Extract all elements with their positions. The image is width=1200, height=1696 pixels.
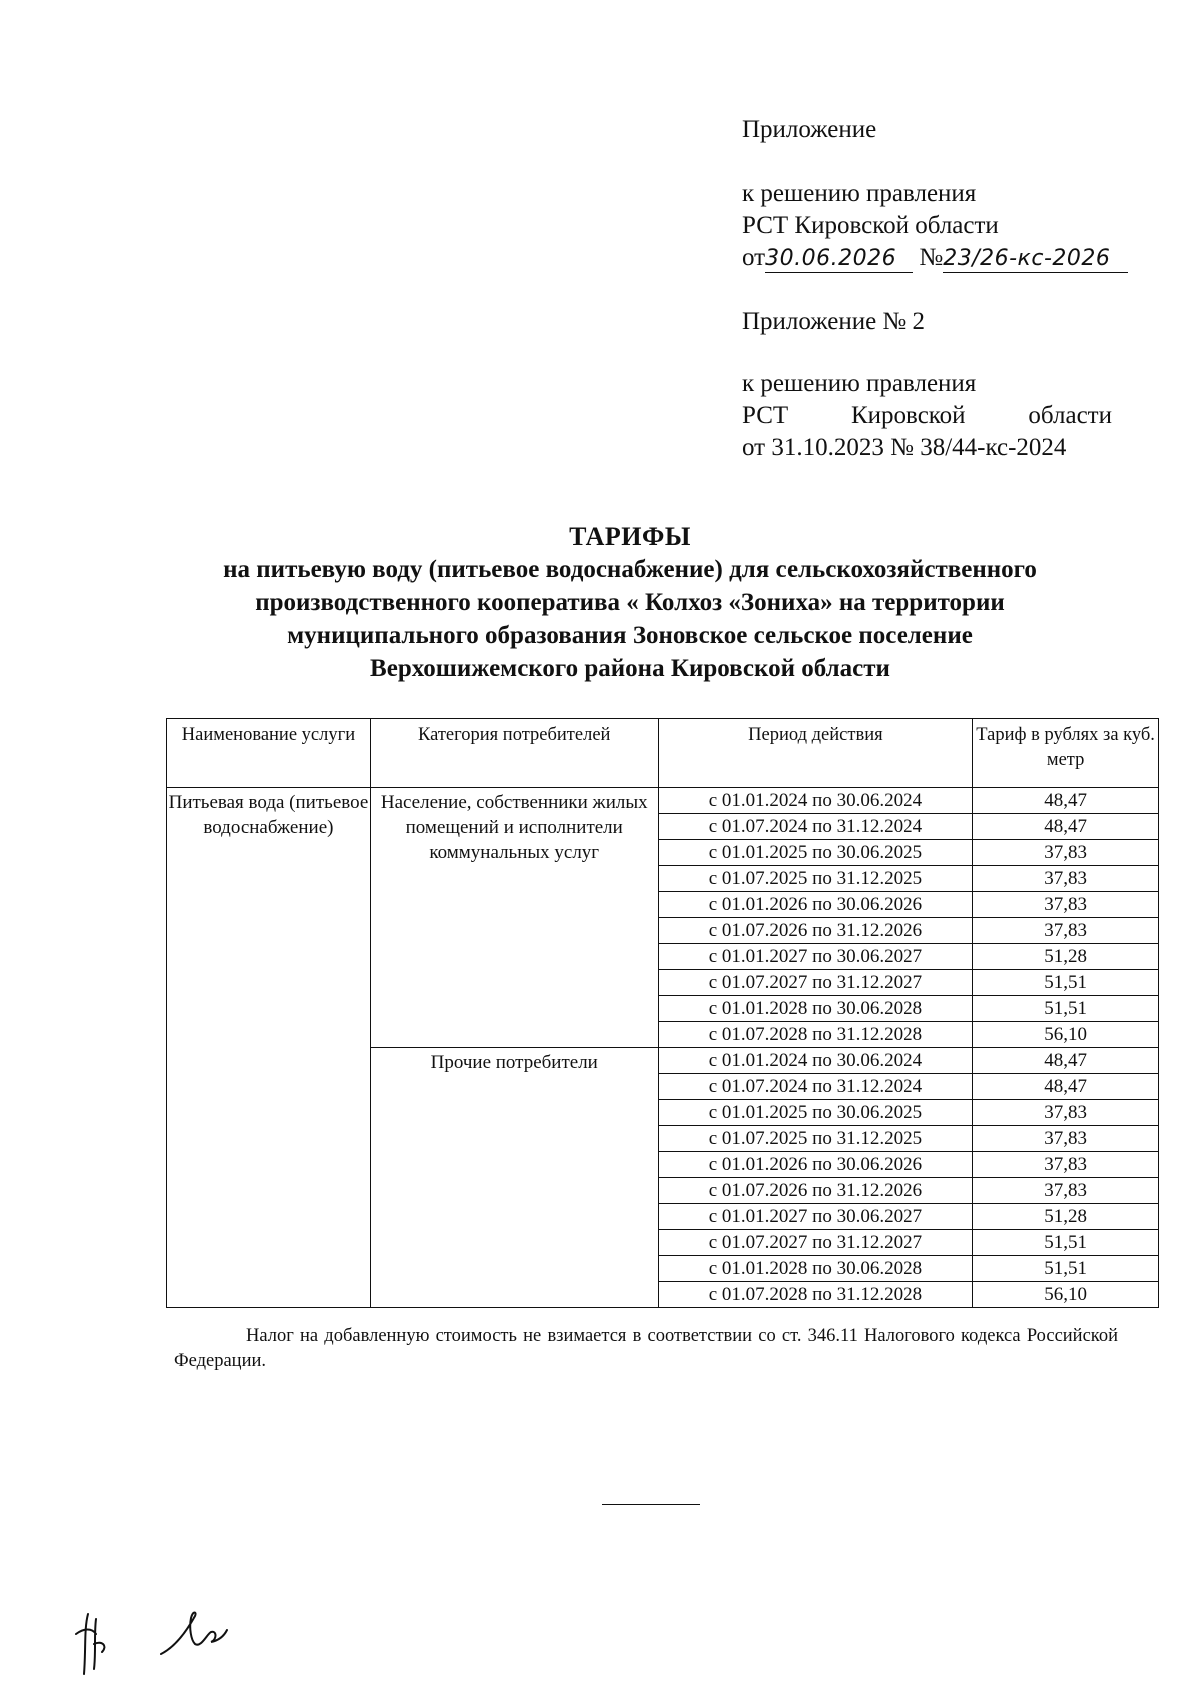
period-cell: с 01.01.2025 по 30.06.2025 xyxy=(658,1100,973,1126)
tariff-table xyxy=(166,718,1159,1308)
handwritten-number: 23/26-кс-2026 xyxy=(943,246,1128,273)
authority-word: Кировской xyxy=(851,402,966,429)
period-cell: с 01.07.2027 по 31.12.2027 xyxy=(658,1230,973,1256)
period-cell: с 01.07.2026 по 31.12.2026 xyxy=(658,1178,973,1204)
tariff-cell: 37,83 xyxy=(973,1126,1159,1152)
period-cell: с 01.07.2026 по 31.12.2026 xyxy=(658,918,973,944)
header-category: Категория потребителей xyxy=(370,719,658,788)
tariff-cell: 51,28 xyxy=(973,1204,1159,1230)
appendix2-reference xyxy=(742,368,1112,464)
tariff-cell: 37,83 xyxy=(973,892,1159,918)
appendix2-title xyxy=(742,306,925,338)
tariff-cell: 51,51 xyxy=(973,1256,1159,1282)
handwritten-signature xyxy=(155,1604,235,1664)
tariff-cell: 51,51 xyxy=(973,970,1159,996)
header-period: Период действия xyxy=(658,719,973,788)
tariff-cell: 37,83 xyxy=(973,1152,1159,1178)
header-tariff: Тариф в рублях за куб. метр xyxy=(973,719,1159,788)
tariff-cell: 37,83 xyxy=(973,840,1159,866)
tariff-cell: 48,47 xyxy=(973,1048,1159,1074)
heading-line: на питьевую воду (питьевое водоснабжение) для сельскохозяйственного xyxy=(223,556,1037,583)
tariff-cell: 37,83 xyxy=(973,918,1159,944)
handwritten-date: 30.06.2026 xyxy=(765,246,913,273)
tariff-cell: 51,51 xyxy=(973,1230,1159,1256)
vat-note xyxy=(174,1324,1118,1374)
period-cell: с 01.01.2028 по 30.06.2028 xyxy=(658,996,973,1022)
period-cell: с 01.07.2025 по 31.12.2025 xyxy=(658,866,973,892)
period-cell: с 01.01.2027 по 30.06.2027 xyxy=(658,1204,973,1230)
authority-line-2 xyxy=(742,400,1112,432)
period-cell: с 01.07.2024 по 31.12.2024 xyxy=(658,814,973,840)
appendix-reference xyxy=(742,178,1128,274)
tariff-cell: 48,47 xyxy=(973,814,1159,840)
vat-note-text: Налог на добавленную стоимость не взимается в соответствии со ст. 346.11 Налогового кодекса Российской Федерации. xyxy=(174,1326,1118,1371)
period-cell: с 01.07.2028 по 31.12.2028 xyxy=(658,1022,973,1048)
tariff-cell: 56,10 xyxy=(973,1282,1159,1308)
tariff-cell: 37,83 xyxy=(973,1100,1159,1126)
table-row xyxy=(167,788,1159,814)
document-heading xyxy=(130,520,1130,685)
appendix2-title-text: Приложение № 2 xyxy=(742,308,926,335)
heading-line: производственного кооператива « Колхоз «Зониха» на территории xyxy=(255,589,1005,616)
header-service: Наименование услуги xyxy=(167,719,371,788)
tariff-cell: 56,10 xyxy=(973,1022,1159,1048)
tariff-cell: 48,47 xyxy=(973,788,1159,814)
tariff-cell: 51,51 xyxy=(973,996,1159,1022)
authority-word: области xyxy=(1028,402,1112,429)
tariff-cell: 37,83 xyxy=(973,866,1159,892)
category-cell: Население, собственники жилых помещений и исполнители коммунальных услуг xyxy=(370,788,658,1048)
appendix-title-text: Приложение xyxy=(742,116,877,143)
number-prefix: № xyxy=(919,244,944,271)
decision-line: к решению правления xyxy=(742,180,977,207)
appendix-title xyxy=(742,114,876,146)
period-cell: с 01.07.2027 по 31.12.2027 xyxy=(658,970,973,996)
decision-line-2: к решению правления xyxy=(742,370,977,397)
authority-line: РСТ Кировской области xyxy=(742,212,999,239)
period-cell: с 01.07.2028 по 31.12.2028 xyxy=(658,1282,973,1308)
category-cell: Прочие потребители xyxy=(370,1048,658,1308)
initials-signature xyxy=(66,1604,126,1684)
decision-date-number xyxy=(742,242,1128,274)
heading-line: Верхошижемского района Кировской области xyxy=(370,655,890,682)
period-cell: с 01.01.2028 по 30.06.2028 xyxy=(658,1256,973,1282)
period-cell: с 01.07.2025 по 31.12.2025 xyxy=(658,1126,973,1152)
heading-title: ТАРИФЫ xyxy=(569,522,691,551)
period-cell: с 01.01.2026 по 30.06.2026 xyxy=(658,1152,973,1178)
tariff-cell: 51,28 xyxy=(973,944,1159,970)
tariff-cell: 48,47 xyxy=(973,1074,1159,1100)
service-cell: Питьевая вода (питьевое водоснабжение) xyxy=(167,788,371,1308)
table-header-row xyxy=(167,719,1159,788)
end-divider xyxy=(602,1504,700,1505)
period-cell: с 01.01.2027 по 30.06.2027 xyxy=(658,944,973,970)
authority-word: РСТ xyxy=(742,402,789,429)
period-cell: с 01.01.2024 по 30.06.2024 xyxy=(658,1048,973,1074)
from-prefix: от xyxy=(742,244,766,271)
period-cell: с 01.01.2026 по 30.06.2026 xyxy=(658,892,973,918)
decision-date-number-2: от 31.10.2023 № 38/44-кс-2024 xyxy=(742,434,1067,461)
period-cell: с 01.01.2025 по 30.06.2025 xyxy=(658,840,973,866)
period-cell: с 01.07.2024 по 31.12.2024 xyxy=(658,1074,973,1100)
heading-line: муниципального образования Зоновское сельское поселение xyxy=(287,622,973,649)
period-cell: с 01.01.2024 по 30.06.2024 xyxy=(658,788,973,814)
tariff-cell: 37,83 xyxy=(973,1178,1159,1204)
